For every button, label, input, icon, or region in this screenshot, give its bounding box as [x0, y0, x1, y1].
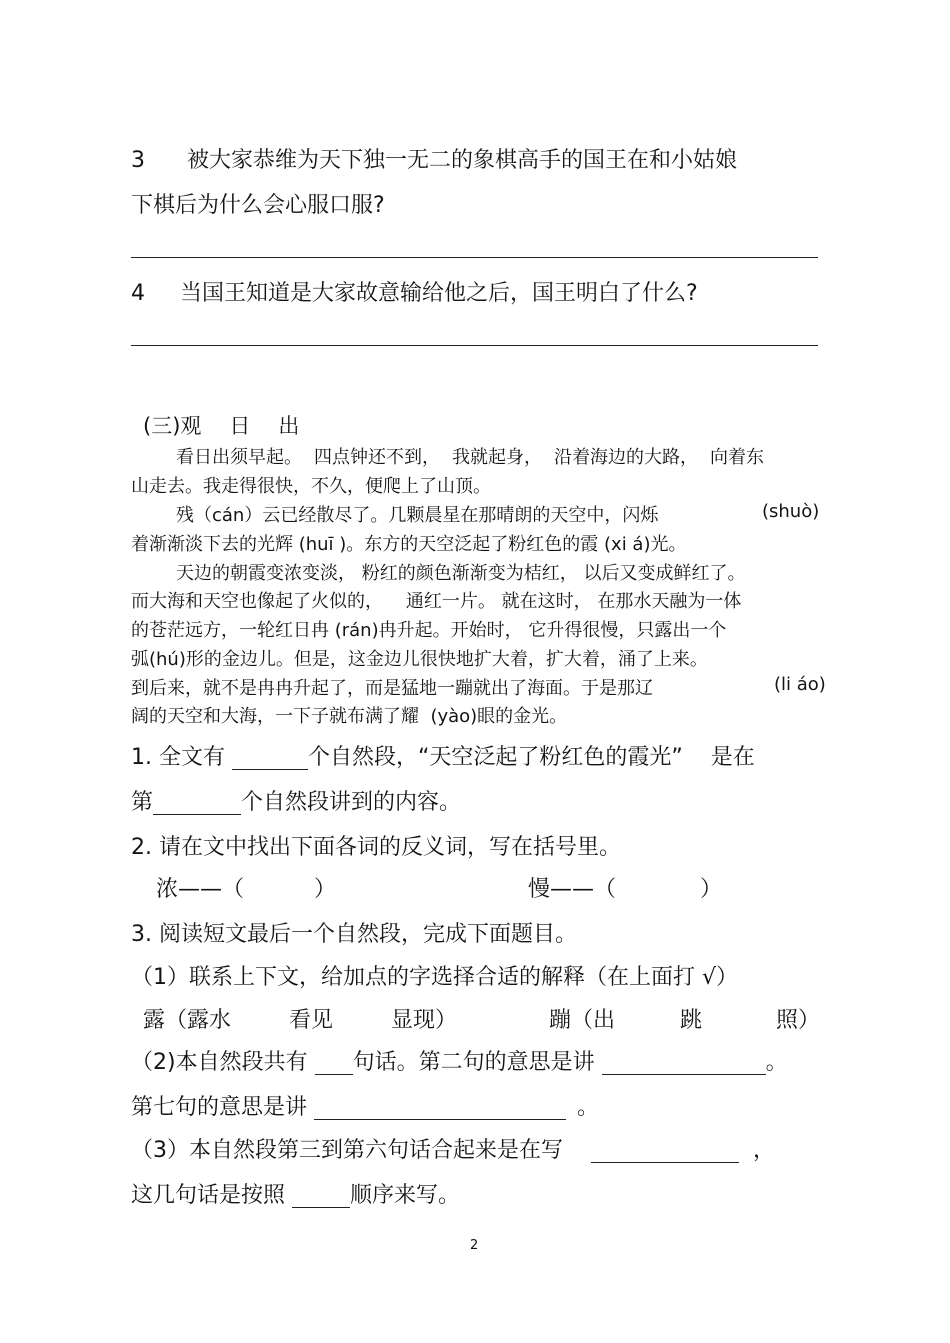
- passage-p3-line3: 的苍茫远方，一轮红日冉 (rán)冉升起。开始时， 它升得很慢，只露出一个: [131, 620, 727, 641]
- exercise-text: 第七句的意思是讲: [131, 1095, 308, 1120]
- sentence-count-blank[interactable]: [315, 1049, 353, 1074]
- exercise-text: 是在: [710, 745, 755, 770]
- exercise-3-1-text: （1）联系上下文，给加点的字选择合适的解释（在上面打 √）: [131, 965, 739, 990]
- sentences-3-6-blank[interactable]: [591, 1137, 739, 1162]
- section-title: [143, 410, 299, 440]
- section-label: (三): [143, 414, 181, 438]
- exercise-text: 1. 全文有: [131, 745, 225, 770]
- passage-p3-line5-pinyin: (li áo): [774, 674, 826, 695]
- exercise-text: ）: [700, 877, 723, 902]
- exercise-1-blank-count[interactable]: [232, 744, 308, 769]
- exercise-text: ）: [314, 877, 337, 902]
- exercise-2-antonym-1: [156, 872, 336, 903]
- exercise-text: （3）本自然段第三到第六句话合起来是在写: [131, 1138, 563, 1163]
- section-title-char-1: 观: [180, 414, 202, 438]
- passage-p3-line5-text: 到后来，就不是冉冉升起了，而是猛地一蹦就出了海面。于是那辽: [131, 678, 653, 699]
- exercise-text: 个自然段，“天空泛起了粉红色的霞光”: [307, 745, 683, 770]
- question-3-answer-line: [131, 257, 818, 258]
- exercise-3-2-line2: [131, 1090, 599, 1121]
- option-lu-2[interactable]: 看见: [289, 1008, 334, 1033]
- exercise-3-3-line2: [131, 1178, 460, 1209]
- exercise-text: 。: [577, 1095, 600, 1120]
- seventh-sentence-blank[interactable]: [314, 1094, 566, 1119]
- passage-p2-line2: 着渐渐淡下去的光辉 (huī )。东方的天空泛起了粉红色的霞 (xi á)光。: [131, 534, 687, 555]
- passage-text: 沿着海边的大路，: [554, 447, 698, 468]
- second-sentence-blank[interactable]: [602, 1049, 766, 1074]
- question-4-number: 4: [131, 281, 145, 306]
- order-blank[interactable]: [292, 1182, 350, 1207]
- section-title-char-2: 日: [229, 414, 251, 438]
- question-3-text-line1: 被大家恭维为天下独一无二的象棋高手的国王在和小姑娘: [187, 148, 738, 173]
- passage-text: 看日出须早起。: [176, 447, 302, 468]
- exercise-text: 顺序来写。: [350, 1183, 461, 1208]
- option-lu-3[interactable]: 显现）: [391, 1008, 458, 1033]
- exercise-2-antonym-2: [528, 872, 722, 903]
- passage-text: 四点钟还不到，: [314, 447, 440, 468]
- passage-p2-line1-pinyin: (shuò): [762, 501, 820, 522]
- question-4-text: 当国王知道是大家故意输给他之后，国王明白了什么?: [180, 281, 698, 306]
- question-3-text-line2: 下棋后为什么会心服口服?: [131, 193, 385, 218]
- exercise-text: 句话。第二句的意思是讲: [352, 1050, 595, 1075]
- exercise-text: 个自然段讲到的内容。: [241, 790, 462, 815]
- option-lu-1[interactable]: 露（露水: [143, 1008, 232, 1033]
- passage-text: 向着东: [710, 447, 764, 468]
- passage-p3-line1: 天边的朝霞变浓变淡， 粉红的颜色渐渐变为桔红， 以后又变成鲜红了。: [176, 563, 746, 584]
- exercise-2-text: 2. 请在文中找出下面各词的反义词，写在括号里。: [131, 835, 621, 860]
- exercise-1-line2: [131, 785, 461, 816]
- passage-p3-line2: 而大海和天空也像起了火似的， 通红一片。 就在这时， 在那水天融为一体: [131, 591, 742, 612]
- exercise-text: 。: [765, 1050, 788, 1075]
- section-title-char-3: 出: [278, 414, 300, 438]
- passage-p3-line4: 弧(hú)形的金边儿。但是，这金边儿很快地扩大着，扩大着，涌了上来。: [131, 649, 708, 670]
- exercise-text: 浓——（: [156, 877, 245, 902]
- option-beng-2[interactable]: 跳: [680, 1008, 703, 1033]
- passage-p1-line2: 山走去。我走得很快，不久，便爬上了山顶。: [131, 476, 491, 497]
- question-3-number: 3: [131, 148, 145, 173]
- exercise-1-line1: [131, 740, 755, 771]
- exercise-text: 慢——（: [528, 877, 617, 902]
- exercise-text: 这几句话是按照: [131, 1183, 286, 1208]
- exercise-1-blank-paragraph[interactable]: [153, 789, 241, 814]
- exercise-text: ，: [753, 1138, 776, 1163]
- exercise-3-text: 3. 阅读短文最后一个自然段，完成下面题目。: [131, 922, 577, 947]
- passage-text: 我就起身，: [452, 447, 542, 468]
- exercise-3-2-line1: [131, 1045, 788, 1076]
- exercise-text: 第: [131, 790, 154, 815]
- exercise-3-3-line1: [131, 1133, 775, 1164]
- passage-p3-line6: 阔的天空和大海，一下子就布满了耀 (yào)眼的金光。: [131, 706, 568, 727]
- exercise-text: （2)本自然段共有: [131, 1050, 308, 1075]
- page-number: 2: [470, 1238, 479, 1253]
- option-beng-1[interactable]: 蹦（出: [549, 1008, 616, 1033]
- option-beng-3[interactable]: 照）: [776, 1008, 821, 1033]
- question-4-answer-line: [131, 345, 818, 346]
- passage-p2-line1-text: 残（cán）云已经散尽了。几颗晨星在那晴朗的天空中，闪烁: [176, 505, 659, 526]
- passage-p1-line1: [176, 443, 764, 469]
